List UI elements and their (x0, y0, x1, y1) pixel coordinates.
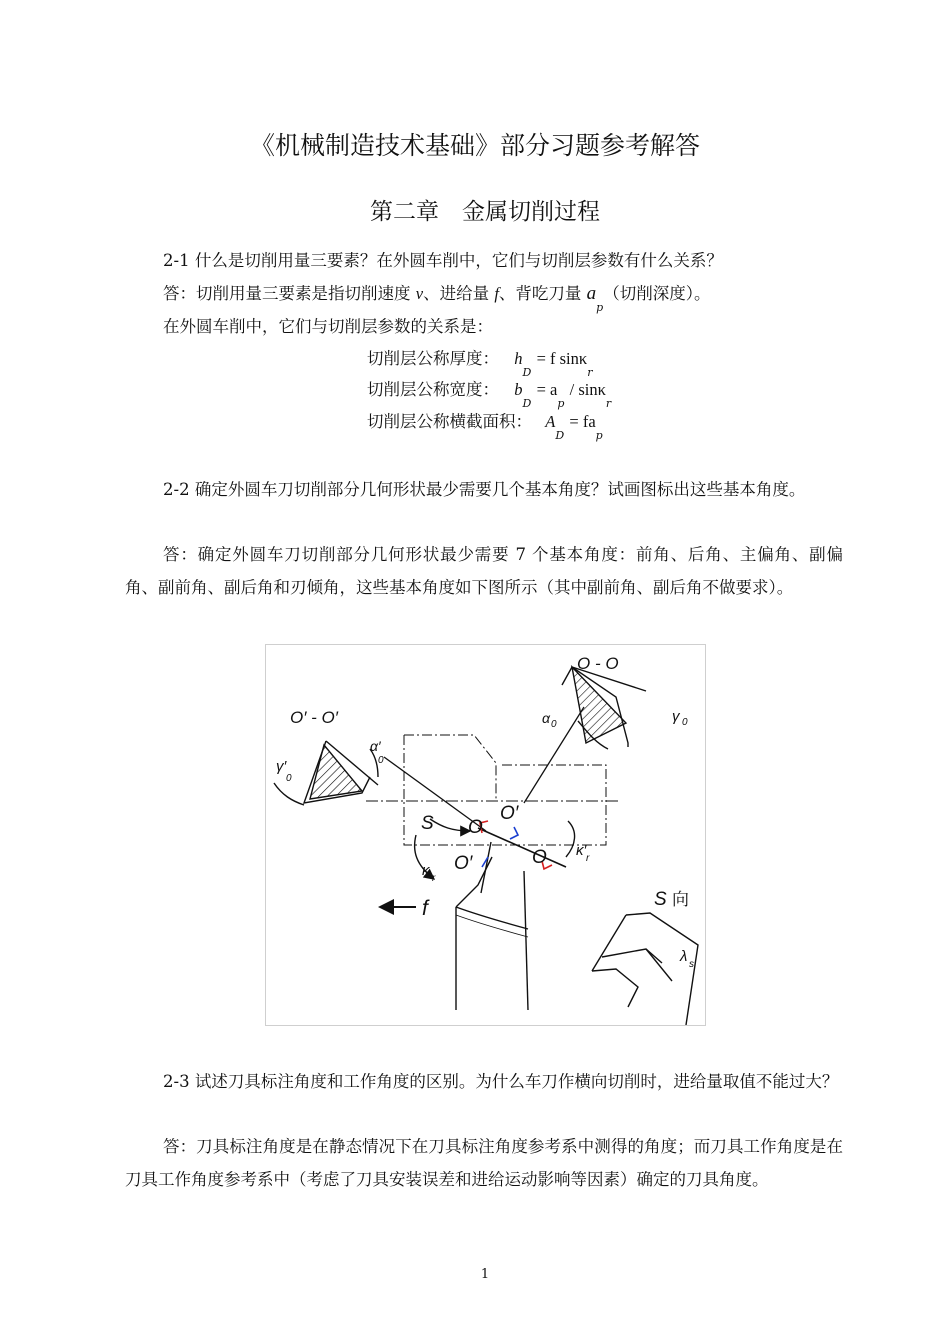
label-gamma0p-sub: 0 (286, 773, 292, 784)
label-alpha0p: α′ (370, 738, 381, 754)
label-oo: O - O (577, 654, 619, 673)
formula-area (367, 408, 603, 442)
answer-2-1 (163, 277, 710, 312)
answer-text: 、背吃刀量 (498, 284, 582, 303)
label-kr: κ (422, 862, 430, 879)
label-o-prime: O′ (500, 803, 519, 824)
label-s-dir: S (654, 889, 667, 910)
label-alpha0: α (542, 710, 550, 726)
formula-sub: p (595, 429, 603, 442)
formula-rhs: = fa (569, 412, 596, 431)
formula-sub: D (522, 366, 532, 379)
formula-width (367, 376, 612, 410)
chapter-heading: 第二章 金属切削过程 (370, 199, 600, 225)
formula-lhs: b (514, 380, 523, 399)
formula-sub: r (587, 366, 593, 379)
symbol-v: v (415, 284, 424, 303)
label-o: O (468, 817, 483, 838)
tool-angle-figure (265, 644, 706, 1026)
formula-rhs: = f sinκ (536, 349, 588, 368)
formula-label: 切削层公称宽度： (367, 380, 499, 399)
formula-label: 切削层公称横截面积： (367, 412, 532, 431)
label-gamma0-sub: 0 (682, 717, 688, 728)
label-o-prime-2: O′ (454, 853, 473, 874)
symbol-ap-sub: p (596, 301, 604, 314)
label-gamma0p: γ′ (276, 758, 287, 775)
formula-thickness (367, 345, 593, 379)
label-lambda: λ (680, 948, 688, 965)
formula-lhs: A (545, 412, 556, 431)
question-2-2: 2-2 确定外圆车刀切削部分几何形状最少需要几个基本角度？试画图标出这些基本角度。 (163, 480, 806, 499)
label-alpha0-sub: 0 (551, 719, 557, 730)
label-o-2: O (532, 847, 547, 868)
label-s: S (421, 813, 434, 834)
label-kr-sub: r (432, 873, 436, 884)
page-number: 1 (480, 1267, 490, 1282)
answer-text: 答：切削用量三要素是指切削速度 (163, 284, 411, 303)
tool-angle-diagram (266, 645, 705, 1025)
formula-sub: D (522, 397, 532, 410)
label-oo-prime: O′ - O′ (290, 708, 338, 727)
formula-rhs: / sinκ (569, 380, 606, 399)
answer-2-3: 答：刀具标注角度是在静态情况下在刀具标注角度参考系中测得的角度；而刀具工作角度是在刀具工作角度参考系中（考虑了刀具安装误差和进给运动影响等因素）确定的刀具角度。 (125, 1137, 843, 1189)
label-f: f (422, 897, 428, 920)
label-krp-sub: r (586, 853, 590, 864)
formula-sub: r (605, 397, 612, 410)
formula-label: 切削层公称厚度： (367, 349, 499, 368)
answer-text: （切削深度）。 (603, 284, 711, 303)
label-krp: κ′ (576, 842, 587, 859)
question-2-1: 2-1 什么是切削用量三要素？在外圆车削中，它们与切削层参数有什么关系？ (163, 251, 723, 270)
symbol-f: f (494, 284, 499, 303)
label-alpha0p-sub: 0 (378, 755, 384, 766)
formula-sub: D (555, 429, 565, 442)
label-gamma0: γ (672, 708, 680, 725)
document-title: 《机械制造技术基础》部分习题参考解答 (249, 131, 700, 160)
formula-sub: p (557, 397, 565, 410)
formula-rhs: = a (536, 380, 558, 399)
symbol-ap: a (586, 283, 597, 304)
answer-text: 、进给量 (423, 284, 490, 303)
formula-lhs: h (514, 349, 523, 368)
label-s-dir-text: 向 (672, 890, 689, 910)
question-2-3: 2-3 试述刀具标注角度和工作角度的区别。为什么车刀作横向切削时，进给量取值不能过大？ (163, 1072, 839, 1091)
answer-2-2: 答：确定外圆车刀切削部分几何形状最少需要 7 个基本角度：前角、后角、主偏角、副偏角、副前角、副后角和刃倾角，这些基本角度如下图所示（其中副前角、副后角不做要求）。 (125, 545, 843, 597)
relation-text: 在外圆车削中，它们与切削层参数的关系是： (163, 317, 493, 336)
label-lambda-sub: s (689, 959, 694, 970)
